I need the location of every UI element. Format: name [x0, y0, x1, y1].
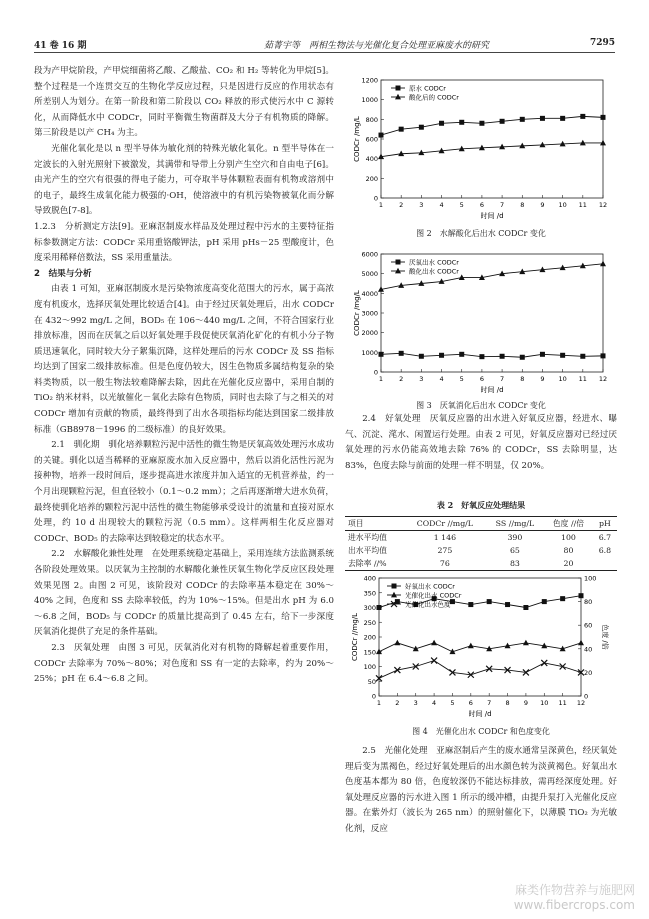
data-point	[377, 605, 382, 610]
x-tick-label: 6	[479, 201, 484, 209]
data-point	[399, 127, 404, 132]
series-line	[381, 116, 603, 135]
data-point	[468, 643, 474, 649]
figure-4-chart	[345, 572, 617, 722]
table-cell: 100	[561, 533, 576, 542]
data-point	[520, 355, 525, 360]
data-point	[394, 640, 400, 646]
x-tick-label: 7	[487, 699, 492, 707]
x-tick-label: 3	[419, 201, 424, 209]
table-2	[345, 516, 617, 571]
data-point	[560, 353, 565, 358]
x-tick-label: 11	[578, 375, 587, 383]
x-tick-label: 12	[598, 375, 608, 383]
paragraph: 2.1 驯化期 驯化培养颗粒污泥中活性的微生物是厌氧高效处理污水成功的关键。驯化以适当稀释的亚麻原废水加入反应器中，然后以消化活性污泥为接种物，培养一段时间后，逐步提高进水浓度并加入适宜的无机营养盐，约一个月出现颗粒污泥，但直径较小（0.1～0.2 mm）；之后再逐渐增大进水负荷，最终使驯化培养的颗粒污泥中活性的微生物能够承受设计的流量和直接对原水处理，约 10 d 出现较大的颗粒污泥（0.5 mm）。这样两相生化反应器对 CODCr、BOD₅ 的去除率达到较稳定的状态水平。	[34, 440, 334, 544]
data-point	[379, 133, 384, 138]
x-tick-label: 1	[378, 375, 384, 383]
table-header-cell: SS //mg/L	[486, 517, 544, 531]
y-tick-label: 4000	[361, 289, 378, 298]
y2-tick-label: 100	[584, 574, 597, 583]
y-tick-label: 1200	[361, 76, 378, 85]
paragraph: 由表 1 可知，亚麻沤制废水是污染物浓度高变化范围大的污水，属于高浓度有机废水，选择厌氧处理比较适合[4]。由于经过厌氧处理后，出水 CODCr 在 432～992 mg/L 之间，BOD₅ 在 106～440 mg/L 之间，不符合国家行业排放标准，因而在厌氧之后以好氧处理手段促使厌氧消化矿化的有机小分子物质迅速氧化，同时较大分子絮集沉降，这样处理后的污水 CODCr 及 SS 指标均达到了国家二级排放标准。但是色度仍较大，因生色物质多属结构复杂的染料类物质，以一般生物法较难降解去除，因此在光催化反应器中，采用自制的 TiO₂ 纳米材料，以光敏催化－氧化去除有色物质，同时也去除了与之相关的对 CODCr 增加有贡献的物质，最终得到了出水各项指标均能达到国家二级排放标准（GB8978－1996 的二级标准）的良好效果。	[34, 284, 334, 435]
y2-tick-label: 0	[584, 692, 589, 701]
x-tick-label: 8	[520, 375, 525, 383]
data-point	[579, 593, 584, 598]
data-point	[479, 354, 484, 359]
x-tick-label: 12	[576, 699, 586, 707]
data-point	[399, 351, 404, 356]
running-header	[34, 36, 615, 53]
section-2-4	[345, 412, 617, 474]
x-tick-label: 9	[523, 699, 528, 707]
left-column	[34, 64, 334, 688]
y-tick-label: 150	[363, 648, 376, 657]
x-tick-label: 5	[459, 375, 464, 383]
table-cell: 1 146	[433, 533, 457, 542]
paragraph: 2.3 厌氧处理 由图 3 可见，厌氧消化对有机物的降解起着重要作用，CODCr 去除率为 70%～80%；对色度和 SS 有一定的去除率，约为 20%～25%；pH 在 6.4～6.8 之间。	[34, 642, 334, 685]
y-tick-label: 5000	[361, 270, 378, 279]
data-point	[540, 116, 545, 121]
data-point	[600, 261, 606, 267]
table-row	[345, 531, 617, 545]
x-tick-label: 1	[376, 699, 382, 707]
y-tick-label: 2000	[361, 329, 378, 338]
legend-marker	[396, 86, 401, 91]
y-tick-label: 250	[363, 618, 376, 627]
data-point	[439, 121, 444, 126]
page-number: 7295	[589, 38, 615, 48]
y-tick-label: 100	[363, 663, 376, 671]
y-tick-label: 400	[363, 574, 376, 583]
y-tick-label: 6000	[361, 250, 378, 259]
x-tick-label: 9	[540, 201, 545, 209]
x-tick-label: 7	[500, 201, 505, 209]
running-title: 茹菁宇等 两相生物法与光催化复合处理亚麻废水的研究	[264, 41, 490, 51]
table-header-row	[345, 517, 617, 531]
table-cell: 出水平均值	[348, 546, 387, 555]
y2-tick-label: 80	[584, 598, 593, 607]
table-header-cell: 色度 //倍	[544, 517, 593, 531]
paragraph: 2.2 水解酸化兼性处理 在处理系统稳定基础上，采用连续方法监测系统各阶段处理效果。以厌氧为主控制的水解酸化兼性厌氧生物化学反应区段处理效果见图 2。由图 2 可见，该阶段对 CODCr 的去除率基本稳定在 30%～40% 之间，色度和 SS 去除率较低，约为 10%～15%。但是出水 pH 为 6.0～6.8 之间，BOD₅ 与 CODCr 的质量比提高到了 0.45 左右，给下一步深度厌氧消化提供了充足的条件基础。	[34, 549, 334, 638]
y-tick-label: 350	[363, 589, 376, 598]
paragraph: 1.2.3 分析测定方法[9]。亚麻沤制废水样品及处理过程中污水的主要特征指标参数测定方法：CODCr 采用重铬酸钾法，pH 采用 pHs－25 型酸度计，色度采用稀释倍数法，SS 采用重量法。	[34, 221, 334, 264]
data-point	[431, 658, 437, 664]
x-tick-label: 8	[505, 699, 510, 707]
table-cell: 76	[404, 557, 486, 571]
x-tick-label: 6	[479, 375, 484, 383]
x-tick-label: 10	[558, 375, 567, 383]
x-tick-label: 10	[540, 699, 549, 707]
legend-label: 厌氧出水 CODCr	[409, 258, 459, 267]
data-point	[580, 114, 585, 119]
paragraph: 光催化氧化是以 n 型半导体为敏化剂的特殊光敏化氧化。n 型半导体在一定波长的入射光照射下被激发，其满带和导带上分别产生空穴和自由电子[6]。由光产生的空穴有很强的得电子能力，可夺取半导体颗粒表面有机物或溶剂中的电子，最终生成氧化能力极强的·OH，使溶液中的有机污染物被氧化而分解导致脱色[7-8]。	[34, 143, 334, 217]
figure-3	[345, 248, 617, 398]
data-point	[500, 354, 505, 359]
x-axis-label: 时间 /d	[468, 710, 492, 718]
x-tick-label: 5	[450, 699, 455, 707]
data-point	[419, 125, 424, 130]
data-point	[419, 354, 424, 359]
legend-label: 原水 CODCr	[409, 84, 446, 93]
x-axis-label: 时间 /d	[480, 212, 504, 220]
data-point	[431, 640, 437, 646]
data-point	[560, 596, 565, 601]
data-point	[500, 119, 505, 124]
series-line	[381, 143, 603, 157]
y-axis-label: CODCr /mg/L	[353, 116, 361, 162]
legend-marker	[396, 260, 401, 265]
x-tick-label: 7	[500, 375, 505, 383]
y-tick-label: 3000	[361, 309, 378, 318]
data-point	[479, 121, 484, 126]
data-point	[523, 640, 529, 646]
x-tick-label: 2	[399, 201, 404, 209]
y-tick-label: 1000	[361, 96, 378, 105]
table-header-cell: 项目	[345, 517, 404, 531]
table-cell: 6.8	[598, 546, 612, 555]
table-cell: 20	[544, 557, 593, 571]
table-row	[345, 557, 617, 571]
table-row	[345, 544, 617, 557]
y-tick-label: 600	[365, 135, 378, 144]
y-axis-label: CODCr /mg/L	[353, 290, 361, 336]
table-cell: 275	[437, 546, 453, 555]
x-tick-label: 3	[413, 699, 418, 707]
paragraph: 2.4 好氧处理 厌氧反应器的出水进入好氧反应器，经进水、曝气、沉淀、滗水、闲置运行处理。由表 2 可见，好氧反应器对已经过厌氧处理的污水仍能高效地去除 76% 的 CODCr，SS 去除明显，达 83%，色度去除与前面的处理一样不明显，仅 20%。	[345, 414, 617, 471]
y-tick-label: 800	[365, 115, 378, 124]
data-point	[468, 602, 473, 607]
volume-label: 41 卷 16 期	[34, 41, 87, 51]
x-tick-label: 10	[558, 201, 567, 209]
data-point	[459, 120, 464, 125]
x-tick-label: 3	[419, 375, 424, 383]
table-cell: 80	[563, 546, 574, 555]
table-cell: 65	[509, 546, 520, 555]
data-point	[379, 352, 384, 357]
data-point	[376, 649, 382, 655]
data-point	[540, 352, 545, 357]
data-point	[520, 117, 525, 122]
watermark-line: 麻类作物营养与施肥网	[514, 883, 635, 897]
figure-4-caption: 图 4 光催化出水 CODCr 和色度变化	[412, 727, 550, 736]
x-tick-label: 8	[520, 201, 525, 209]
x-tick-label: 2	[395, 699, 400, 707]
figure-4	[345, 572, 617, 722]
x-axis-label: 时间 /d	[480, 386, 504, 394]
data-point	[580, 354, 585, 359]
y-tick-label: 0	[371, 692, 376, 701]
x-tick-label: 4	[432, 699, 437, 707]
table-cell: 去除率 //%	[345, 557, 404, 571]
y2-tick-label: 60	[584, 621, 593, 630]
series-line	[381, 353, 603, 357]
y-tick-label: 1000	[361, 348, 378, 357]
series-line	[379, 643, 581, 652]
legend-label: 酸化出水 CODCr	[409, 267, 459, 276]
table-cell: 83	[486, 557, 544, 571]
x-tick-label: 11	[558, 699, 567, 707]
x-tick-label: 4	[439, 201, 444, 209]
paragraph: 2.5 光催化处理 亚麻沤制后产生的废水通常呈深黄色，经厌氧处理后变为黑褐色，经过好氧处理后的出水颜色转为淡黄褐色。好氧出水色度基本都为 80 倍，色度较深仍不能达标排放，需再经深度处理。好氧处理反应器的污水进入图 1 所示的缓冲槽，由提升泵打入光催化反应器。在紫外灯（波长为 265 nm）的照射催化下，以薄膜 TiO₂ 为光敏化剂，反应	[345, 746, 617, 834]
table-cell: 6.7	[598, 533, 612, 542]
legend-label: 光催化出水色度	[405, 600, 451, 609]
data-point	[505, 602, 510, 607]
data-point	[523, 605, 528, 610]
table-header-cell: pH	[593, 517, 617, 531]
table-header-cell: CODCr //mg/L	[404, 517, 486, 531]
x-tick-label: 2	[399, 375, 404, 383]
figure-2	[345, 74, 617, 224]
y-tick-label: 400	[365, 155, 378, 164]
data-point	[439, 353, 444, 358]
section-2-5	[345, 744, 617, 838]
y-tick-label: 200	[365, 174, 378, 183]
data-point	[450, 599, 455, 604]
table-cell: 进水平均值	[348, 533, 387, 542]
data-point	[578, 640, 584, 646]
y2-tick-label: 20	[584, 668, 593, 677]
legend-marker	[392, 584, 397, 589]
y-tick-label: 0	[373, 194, 378, 203]
x-tick-label: 6	[468, 699, 473, 707]
y2-axis-label: 色度 /倍	[601, 624, 609, 650]
x-tick-label: 5	[459, 201, 464, 209]
legend-label: 酸化后的 CODCr	[409, 93, 459, 102]
section-heading: 2 结果与分析	[34, 268, 92, 279]
watermark	[514, 883, 635, 913]
data-point	[560, 116, 565, 121]
y-axis-label: CODCr //mg/L	[351, 612, 359, 662]
y-tick-label: 300	[363, 604, 376, 612]
y2-tick-label: 40	[584, 645, 593, 654]
figure-3-chart	[345, 248, 617, 398]
table-2-title: 表 2 好氧反应处理结果	[436, 500, 526, 510]
watermark-line: www.fibercrops.com	[513, 898, 635, 912]
y-tick-label: 50	[367, 677, 376, 686]
data-point	[601, 115, 606, 120]
data-point	[487, 599, 492, 604]
table-cell: 390	[507, 533, 523, 542]
y-tick-label: 200	[363, 633, 376, 642]
legend-label: 光催化出水 CODCr	[405, 591, 462, 600]
x-tick-label: 9	[540, 375, 545, 383]
figure-3-caption: 图 3 厌氧消化后出水 CODCr 变化	[416, 401, 546, 410]
figure-2-chart	[345, 74, 617, 224]
data-point	[542, 599, 547, 604]
y-tick-label: 0	[373, 368, 378, 377]
x-tick-label: 1	[378, 201, 384, 209]
x-tick-label: 11	[578, 201, 587, 209]
data-point	[601, 353, 606, 358]
series-line	[379, 661, 581, 679]
x-tick-label: 12	[598, 201, 608, 209]
table-cell	[593, 557, 617, 571]
legend-label: 好氧出水 CODCr	[405, 582, 455, 591]
x-tick-label: 4	[439, 375, 444, 383]
paragraph: 段为产甲烷阶段，产甲烷细菌将乙酸、乙酸盐、CO₂ 和 H₂ 等转化为甲烷[5]。整个过程是一个连贯交互的生物化学反应过程，只是因进行反应的作用状态有所差别人为划分。在第一阶段和第二阶段以 CO₂ 释放的形式使污水中 C 源转化，从而降低水中 CODCr，同时平衡微生物菌群及大分子有机物质的降解。第三阶段是以产 CH₄ 为主。	[34, 66, 334, 139]
figure-2-caption: 图 2 水解酸化后出水 CODCr 变化	[416, 229, 546, 238]
data-point	[459, 352, 464, 357]
